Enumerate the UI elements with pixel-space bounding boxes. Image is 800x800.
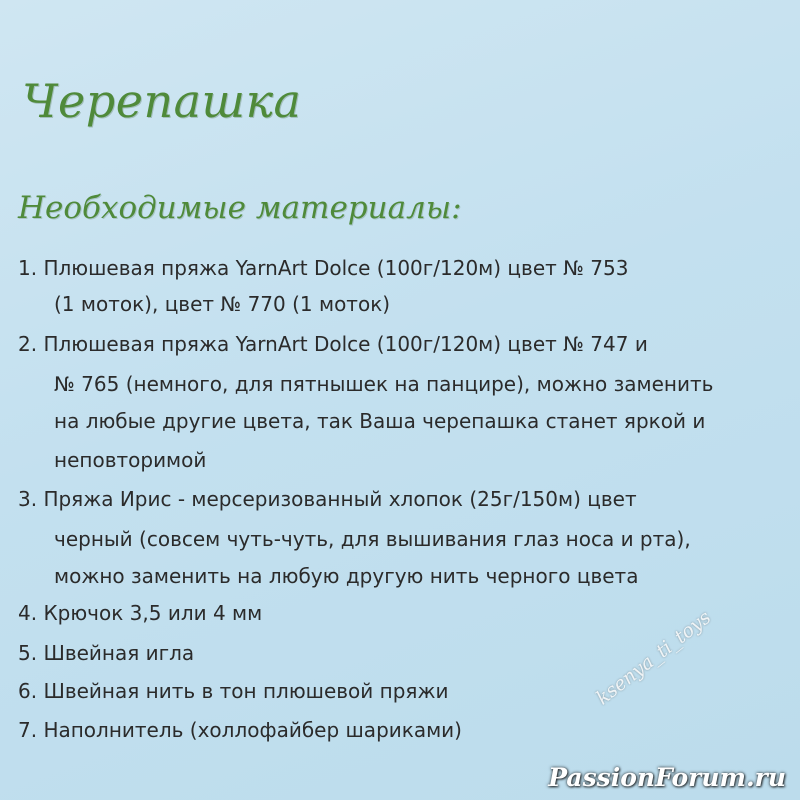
list-item-2-line-2: № 765 (немного, для пятнышек на панцире), можно заменить xyxy=(54,372,714,396)
list-item-4: 4. Крючок 3,5 или 4 мм xyxy=(18,601,263,625)
list-item-6: 6. Швейная нить в тон плюшевой пряжи xyxy=(18,679,449,703)
list-item-5: 5. Швейная игла xyxy=(18,641,195,665)
materials-heading: Необходимые материалы: xyxy=(18,190,462,226)
site-watermark: PassionForum.ru xyxy=(548,763,786,792)
list-item-1-line-2: (1 моток), цвет № 770 (1 моток) xyxy=(54,292,391,316)
list-item-1-line-1: 1. Плюшевая пряжа YarnArt Dolce (100г/120м) цвет № 753 xyxy=(18,256,629,280)
list-item-2-line-3: на любые другие цвета, так Ваша черепашка станет яркой и xyxy=(54,409,706,433)
list-item-3-line-2: черный (совсем чуть-чуть, для вышивания глаз носа и рта), xyxy=(54,527,691,551)
list-item-3-line-1: 3. Пряжа Ирис - мерсеризованный хлопок (25г/150м) цвет xyxy=(18,487,637,511)
list-item-2-line-4: неповторимой xyxy=(54,448,207,472)
document-title: Черепашка xyxy=(22,74,302,128)
list-item-7: 7. Наполнитель (холлофайбер шариками) xyxy=(18,718,462,742)
list-item-2-line-1: 2. Плюшевая пряжа YarnArt Dolce (100г/120м) цвет № 747 и xyxy=(18,332,648,356)
list-item-3-line-3: можно заменить на любую другую нить черного цвета xyxy=(54,564,639,588)
author-watermark: ksenya_ti_toys xyxy=(592,606,716,710)
